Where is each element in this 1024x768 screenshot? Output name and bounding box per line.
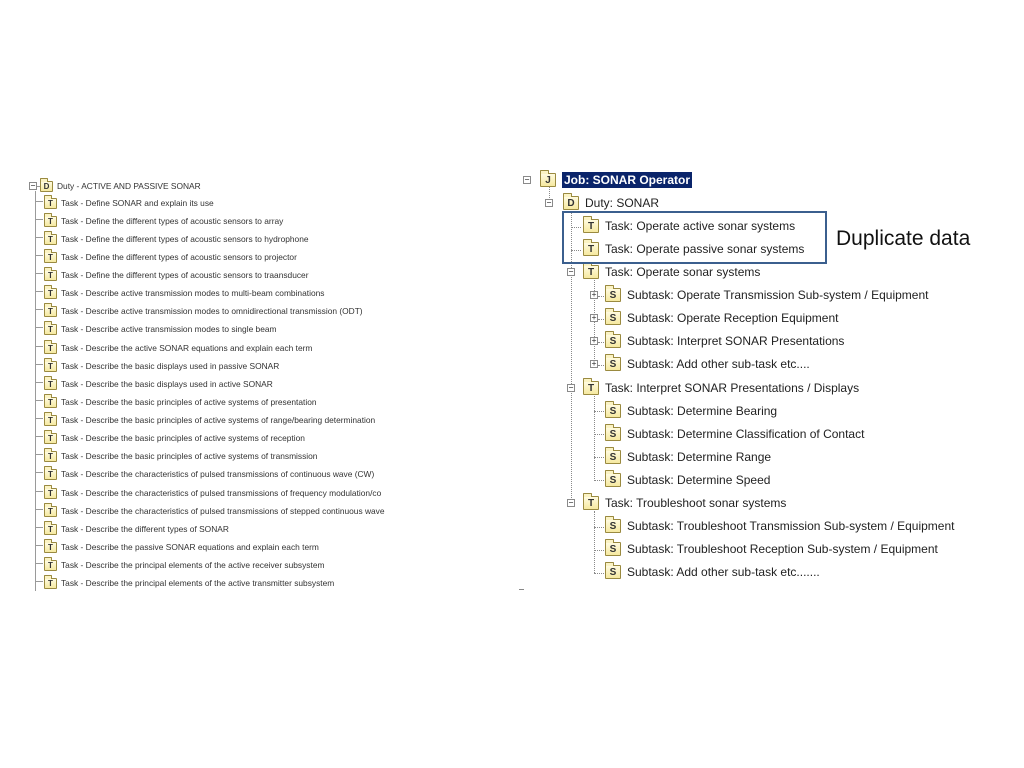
right-tree-connector xyxy=(594,457,604,458)
tree-node-task[interactable] xyxy=(44,504,385,518)
tree-node-task[interactable] xyxy=(44,232,309,246)
task-icon: T xyxy=(44,469,57,480)
left-tree-connector xyxy=(35,327,43,328)
left-tree-connector xyxy=(35,581,43,582)
tree-node-label: Task - Describe the basic displays used in active SONAR xyxy=(61,379,273,389)
left-tree-clip-edge xyxy=(457,175,507,595)
tree-node-task[interactable] xyxy=(44,558,324,572)
subtask-icon: S xyxy=(605,288,621,302)
tree-node-task[interactable] xyxy=(583,379,859,397)
left-tree-connector xyxy=(35,255,43,256)
tree-node-label: Task: Interpret SONAR Presentations / Displays xyxy=(605,381,860,395)
subtask-icon: S xyxy=(605,519,621,533)
tree-node-duty[interactable] xyxy=(563,194,659,212)
tree-node-label: Task - Describe the basic displays used in passive SONAR xyxy=(61,361,280,371)
tree-node-subtask[interactable] xyxy=(605,332,844,350)
tree-node-task[interactable] xyxy=(44,250,297,264)
task-icon: T xyxy=(583,496,599,510)
tree-node-subtask[interactable] xyxy=(605,355,810,373)
tree-node-subtask[interactable] xyxy=(605,517,955,535)
left-tree-connector xyxy=(35,273,43,274)
left-tree-connector xyxy=(35,472,43,473)
task-icon: T xyxy=(44,433,57,444)
duty-icon: D xyxy=(40,181,53,192)
tree-node-label: Subtask: Operate Transmission Sub-system / Equipment xyxy=(627,288,929,302)
collapse-toggle-icon[interactable]: − xyxy=(30,181,36,190)
tree-node-subtask[interactable] xyxy=(605,563,820,581)
tree-node-label: Task - Describe the principal elements of the active transmitter subsystem xyxy=(61,578,335,588)
left-tree-connector xyxy=(35,545,43,546)
tree-node-label: Task - Define the different types of acoustic sensors to traansducer xyxy=(61,270,309,280)
tree-node-label: Task - Describe the different types of SONAR xyxy=(61,524,229,534)
tree-node-label: Task - Describe the characteristics of pulsed transmissions of continuous wave (CW) xyxy=(61,469,375,479)
left-tree-connector xyxy=(35,491,43,492)
tree-node-label: Task - Define SONAR and explain its use xyxy=(61,198,214,208)
left-tree-connector xyxy=(35,454,43,455)
task-icon: T xyxy=(44,361,57,372)
subtask-icon: S xyxy=(605,542,621,556)
subtask-icon: S xyxy=(605,311,621,325)
task-icon: T xyxy=(44,270,57,281)
collapse-toggle-icon[interactable]: − xyxy=(524,175,530,184)
tree-node-subtask[interactable] xyxy=(605,425,864,443)
task-icon: T xyxy=(44,324,57,335)
tree-node-subtask[interactable] xyxy=(605,286,928,304)
task-icon: T xyxy=(583,381,599,395)
tree-node-task[interactable] xyxy=(583,494,786,512)
left-tree-connector xyxy=(35,291,43,292)
tree-node-task[interactable] xyxy=(44,268,309,282)
tree-node-task[interactable] xyxy=(44,322,277,336)
left-tree-connector xyxy=(35,201,43,202)
left-tree-connector xyxy=(35,418,43,419)
tree-node-label: Subtask: Determine Classification of Contact xyxy=(627,427,865,441)
tree-node-label: Subtask: Determine Range xyxy=(627,450,772,464)
task-icon: T xyxy=(44,415,57,426)
tree-node-label: Task - Define the different types of acoustic sensors to hydrophone xyxy=(61,234,309,244)
task-icon: T xyxy=(44,397,57,408)
expand-toggle-icon[interactable]: + xyxy=(591,336,597,345)
tree-node-label: Duty: SONAR xyxy=(585,196,660,210)
task-icon: T xyxy=(44,343,57,354)
tree-node-task[interactable] xyxy=(44,214,283,228)
tree-node-label: Task - Describe the principal elements of the active receiver subsystem xyxy=(61,560,325,570)
collapse-toggle-icon[interactable]: − xyxy=(546,198,552,207)
left-tree-connector xyxy=(35,382,43,383)
left-tree-connector xyxy=(35,563,43,564)
tree-node-task[interactable] xyxy=(44,576,334,590)
tree-node-task[interactable] xyxy=(44,341,312,355)
tree-node-duty[interactable] xyxy=(40,179,201,193)
task-icon: T xyxy=(44,198,57,209)
right-tree-connector xyxy=(594,527,604,528)
task-icon: T xyxy=(44,506,57,517)
task-icon: T xyxy=(44,252,57,263)
left-tree-connector xyxy=(35,219,43,220)
tree-node-subtask[interactable] xyxy=(605,471,770,489)
tree-node-label: Subtask: Interpret SONAR Presentations xyxy=(627,334,845,348)
subtask-icon: S xyxy=(605,473,621,487)
left-tree-connector xyxy=(35,436,43,437)
subtask-icon: S xyxy=(605,357,621,371)
tree-node-task[interactable] xyxy=(44,286,324,300)
right-tree-connector xyxy=(598,342,604,343)
left-tree-connector xyxy=(35,527,43,528)
right-tree-connector xyxy=(594,411,604,412)
task-icon: T xyxy=(44,578,57,589)
left-tree-connector xyxy=(35,346,43,347)
tree-node-task[interactable] xyxy=(44,486,381,500)
tree-node-task[interactable] xyxy=(44,395,317,409)
right-tree-connector xyxy=(594,573,604,574)
tree-node-label: Task - Describe the basic principles of active systems of presentation xyxy=(61,397,317,407)
duty-icon: D xyxy=(563,196,579,210)
tree-node-task[interactable] xyxy=(44,377,273,391)
expand-toggle-icon[interactable]: + xyxy=(591,290,597,299)
subtask-icon: S xyxy=(605,404,621,418)
duplicate-data-label: Duplicate data xyxy=(836,227,971,250)
task-icon: T xyxy=(44,216,57,227)
tree-node-label: Task: Troubleshoot sonar systems xyxy=(605,496,787,510)
tree-node-label: Subtask: Operate Reception Equipment xyxy=(627,311,839,325)
right-tree-connector xyxy=(594,511,595,573)
left-tree-connector xyxy=(35,364,43,365)
tree-node-label: Task - Define the different types of acoustic sensors to array xyxy=(61,216,284,226)
tree-node-label: Task - Describe the basic principles of active systems of transmission xyxy=(61,451,318,461)
task-icon: T xyxy=(44,560,57,571)
task-icon: T xyxy=(44,451,57,462)
tree-node-label: Task - Describe the characteristics of pulsed transmissions of stepped continuous wave xyxy=(61,506,385,516)
right-tree-connector xyxy=(598,319,604,320)
right-tree-connector xyxy=(594,396,595,481)
task-icon: T xyxy=(44,379,57,390)
expand-toggle-icon[interactable]: + xyxy=(591,359,597,368)
tree-node-label: Task: Operate active sonar systems xyxy=(605,219,796,233)
subtask-icon: S xyxy=(605,565,621,579)
tree-node-task[interactable] xyxy=(44,196,214,210)
tree-node-label: Subtask: Determine Bearing xyxy=(627,404,778,418)
expand-toggle-icon[interactable]: + xyxy=(591,313,597,322)
task-icon: T xyxy=(44,488,57,499)
subtask-icon: S xyxy=(605,427,621,441)
tree-node-task[interactable] xyxy=(44,304,363,318)
tree-node-subtask[interactable] xyxy=(605,402,777,420)
task-icon: T xyxy=(583,265,599,279)
tree-node-subtask[interactable] xyxy=(605,448,771,466)
tree-node-task[interactable] xyxy=(44,467,374,481)
job-icon: J xyxy=(540,173,556,187)
collapse-toggle-icon[interactable]: − xyxy=(568,498,574,507)
task-icon: T xyxy=(44,542,57,553)
tree-node-label: Task: Operate sonar systems xyxy=(605,265,761,279)
tree-node-subtask[interactable] xyxy=(605,309,838,327)
tree-node-task[interactable] xyxy=(44,522,229,536)
left-tree-connector xyxy=(35,237,43,238)
right-tree-connector xyxy=(594,434,604,435)
tree-node-label: Task - Describe the characteristics of pulsed transmissions of frequency modulation/co xyxy=(61,488,382,498)
tree-node-task[interactable] xyxy=(44,359,279,373)
tree-node-job[interactable] xyxy=(540,171,692,189)
tree-node-label: Task - Define the different types of acoustic sensors to projector xyxy=(61,252,297,262)
subtask-icon: S xyxy=(605,334,621,348)
task-icon: T xyxy=(44,234,57,245)
tree-node-label: Duty - ACTIVE AND PASSIVE SONAR xyxy=(57,181,201,191)
scroll-marker xyxy=(519,589,524,590)
task-icon: T xyxy=(583,219,599,233)
tree-node-label: Subtask: Add other sub-task etc.... xyxy=(627,357,810,371)
tree-node-label: Task - Describe the basic principles of active systems of range/bearing determination xyxy=(61,415,376,425)
subtask-icon: S xyxy=(605,450,621,464)
tree-node-task[interactable] xyxy=(44,431,305,445)
right-tree-connector xyxy=(594,550,604,551)
tree-node-label: Task - Describe active transmission modes to multi-beam combinations xyxy=(61,288,325,298)
tree-node-label-selected: Job: SONAR Operator xyxy=(564,173,691,187)
left-tree-connector xyxy=(35,309,43,310)
left-tree-guide-line xyxy=(35,191,36,591)
right-tree-connector xyxy=(594,480,604,481)
task-icon: T xyxy=(44,306,57,317)
tree-node-label: Task - Describe the basic principles of active systems of reception xyxy=(61,433,305,443)
collapse-toggle-icon[interactable]: − xyxy=(568,267,574,276)
tree-node-label: Task - Describe the active SONAR equations and explain each term xyxy=(61,343,313,353)
duplicate-highlight-box xyxy=(562,211,827,264)
tree-node-task[interactable] xyxy=(44,540,319,554)
tree-node-label: Subtask: Troubleshoot Reception Sub-system / Equipment xyxy=(627,542,938,556)
tree-node-label: Subtask: Add other sub-task etc....... xyxy=(627,565,820,579)
task-icon: T xyxy=(44,524,57,535)
tree-node-label: Task - Describe active transmission modes to single beam xyxy=(61,324,277,334)
collapse-toggle-icon[interactable]: − xyxy=(568,383,574,392)
left-tree-connector xyxy=(35,509,43,510)
tree-node-task[interactable] xyxy=(583,263,760,281)
tree-node-label: Task - Describe active transmission modes to omnidirectional transmission (ODT) xyxy=(61,306,363,316)
tree-node-label: Subtask: Determine Speed xyxy=(627,473,771,487)
tree-node-subtask[interactable] xyxy=(605,540,938,558)
task-icon: T xyxy=(583,242,599,256)
tree-node-label: Task - Describe the passive SONAR equations and explain each term xyxy=(61,542,319,552)
tree-node-label: Task: Operate passive sonar systems xyxy=(605,242,805,256)
right-tree-connector xyxy=(598,296,604,297)
tree-node-label: Subtask: Troubleshoot Transmission Sub-system / Equipment xyxy=(627,519,955,533)
task-icon: T xyxy=(44,288,57,299)
tree-node-task[interactable] xyxy=(44,413,375,427)
left-tree-connector xyxy=(35,400,43,401)
tree-node-task[interactable] xyxy=(44,449,317,463)
right-tree-connector xyxy=(598,365,604,366)
